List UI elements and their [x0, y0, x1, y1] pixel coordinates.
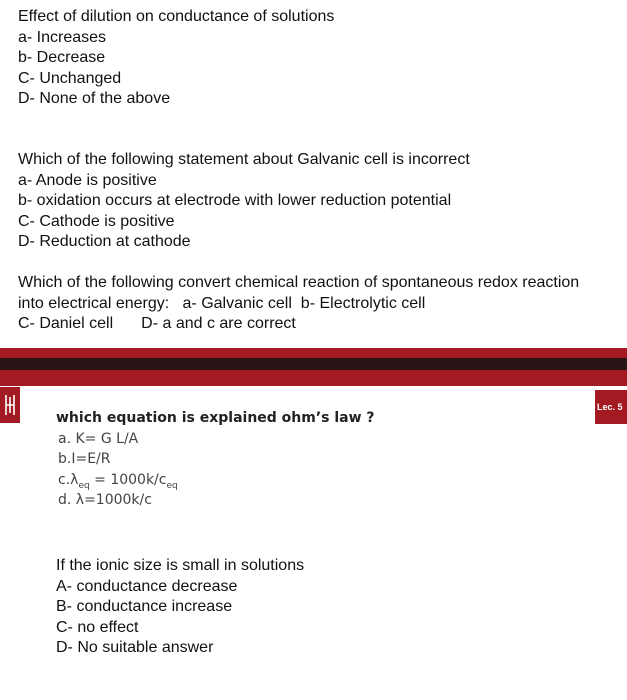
- university-logo-icon: [0, 387, 20, 423]
- question-3-option-b: b- Electrolytic cell: [300, 294, 426, 312]
- question-2: [18, 150, 470, 253]
- question-3-text-line2: [18, 294, 579, 315]
- question-1-option-d: D- None of the above: [18, 90, 171, 107]
- question-5-option-b: B- conductance increase: [56, 598, 233, 615]
- question-2-option-a: a- Anode is positive: [18, 171, 157, 189]
- question-3: [18, 273, 579, 335]
- question-4: [56, 408, 375, 511]
- question-4-option-d: d. λ=1000k/c: [58, 492, 152, 508]
- question-2-option-b: b- oxidation occurs at electrode with lower reduction potential: [18, 192, 452, 209]
- lecture-badge: Lec. 5: [595, 390, 627, 424]
- option-c-lambda: c.λ: [58, 471, 79, 488]
- question-2-option-d: D- Reduction at cathode: [18, 233, 191, 250]
- question-3-option-a: a- Galvanic cell: [182, 294, 292, 312]
- question-3-text-line1: Which of the following convert chemical reaction of spontaneous redox reaction: [18, 274, 580, 291]
- question-1: [18, 7, 334, 110]
- question-2-option-c: C- Cathode is positive: [18, 212, 175, 230]
- question-5-option-a: A- conductance decrease: [56, 577, 238, 595]
- question-3-option-d: D- a and c are correct: [141, 315, 296, 332]
- question-1-text: Effect of dilution on conductance of solutions: [18, 8, 335, 25]
- question-3-options-cd: [18, 314, 579, 335]
- question-1-option-c: C- Unchanged: [18, 69, 122, 87]
- option-c-sub-eq-1: eq: [78, 480, 90, 491]
- slide-header-band-top: [0, 348, 627, 358]
- question-3-text-line2-label: into electrical energy:: [18, 294, 170, 312]
- question-3-option-c: C- Daniel cell: [18, 315, 114, 332]
- slide-header-band-dark: [0, 358, 627, 370]
- question-5-text: If the ionic size is small in solutions: [56, 557, 305, 574]
- question-4-option-c: [56, 470, 375, 491]
- question-5: [56, 556, 304, 659]
- question-5-option-d: D- No suitable answer: [56, 639, 214, 656]
- question-4-option-b: b.I=E/R: [58, 451, 111, 467]
- slide-header-band-bottom: [0, 370, 627, 386]
- question-2-text: Which of the following statement about Galvanic cell is incorrect: [18, 151, 470, 168]
- option-c-formula: = 1000k/c: [89, 471, 167, 488]
- logo-glyph-icon: [3, 392, 17, 418]
- option-c-sub-eq-2: eq: [166, 480, 178, 491]
- question-1-option-b: b- Decrease: [18, 49, 106, 66]
- question-4-text: which equation is explained ohm’s law ?: [56, 410, 375, 426]
- question-4-option-a: a. K= G L/A: [58, 430, 139, 447]
- question-5-option-c: C- no effect: [56, 618, 139, 636]
- question-1-option-a: a- Increases: [18, 28, 107, 46]
